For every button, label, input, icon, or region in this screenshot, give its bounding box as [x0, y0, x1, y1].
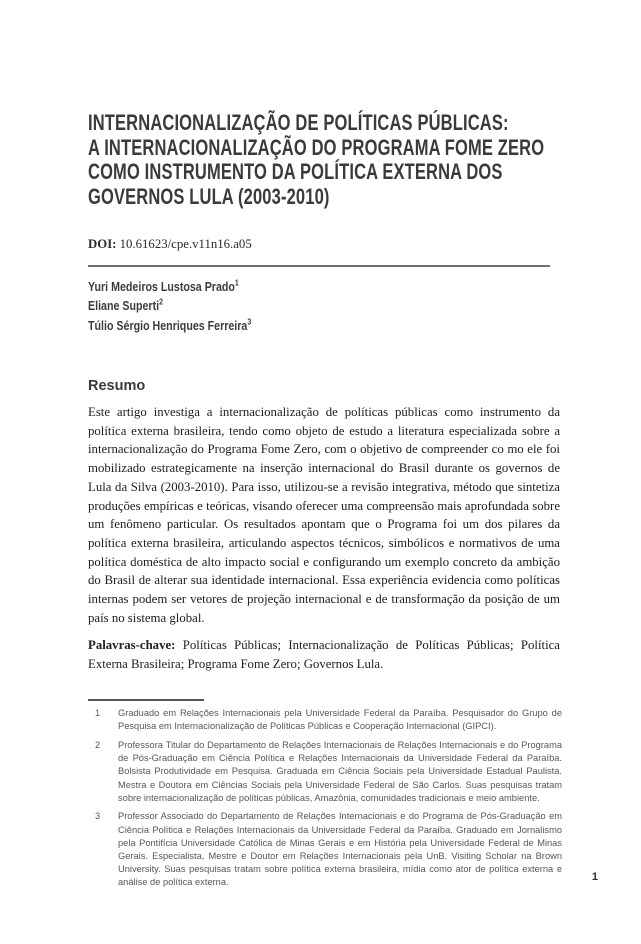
abstract-section — [88, 403, 560, 673]
author-footnote-marker: 3 — [247, 316, 252, 327]
footnote — [88, 707, 562, 733]
author-name: Túlio Sérgio Henriques Ferreira — [88, 317, 248, 333]
footnote — [88, 739, 562, 805]
footnote-marker: 1 — [95, 708, 101, 718]
article-title-line: INTERNACIONALIZAÇÃO DE POLÍTICAS PÚBLICAS: — [88, 110, 509, 135]
footnote-text: Graduado em Relações Internacionais pela Universidade Federal da Paraíba. Pesquisador do Grupo de Pesquisa em Internacionalização de Políticas Públicas e Cooperação Internacional (GIPCI). — [118, 708, 562, 732]
author — [88, 296, 251, 315]
divider-rule — [88, 265, 550, 267]
author — [88, 316, 251, 335]
abstract-heading: Resumo — [88, 378, 146, 394]
footnotes — [88, 707, 562, 895]
author-footnote-marker: 2 — [159, 296, 163, 307]
article-title — [88, 111, 578, 209]
keywords — [88, 636, 560, 673]
author-name: Yuri Medeiros Lustosa Prado — [88, 279, 235, 294]
keywords-list: Políticas Públicas; Internacionalização de Políticas Públicas; Política Externa Brasileira; Programa Fome Zero; Governos Lula. — [88, 637, 560, 671]
footnote — [88, 810, 562, 889]
authors-list — [88, 277, 287, 335]
keywords-label: Palavras-chave: — [88, 637, 176, 652]
article-title-line: GOVERNOS LULA (2003-2010) — [88, 183, 330, 209]
author — [88, 277, 251, 296]
footnote-marker: 3 — [95, 811, 101, 822]
footnote-divider — [88, 699, 204, 701]
doi-label: DOI: — [88, 237, 117, 251]
author-name: Eliane Superti — [88, 298, 160, 314]
abstract-text: Este artigo investiga a internacionalização de políticas públicas como instrumento da política externa brasileira, tendo como objeto de estudo a literatura especializada sobre a internacionalização do Programa Fome Zero, com o objetivo de compreender co mo ele foi mobilizado estrategicamente na inserção internacional do Brasil durante os governos de Lula da Silva (2003-2010). Para isso, utilizou-se a revisão integrativa, método que sintetiza produções empíricas e teóricas, visando oferecer uma compreensão mais aprofundada sobre um fenômeno particular. Os resultados apontam que o Programa foi um dos pilares da política externa brasileira, articulando aspectos técnicos, simbólicos e normativos de uma política doméstica de alto impacto social e configurando um exemplo concreto da ambição do Brasil de alterar sua identidade internacional. Essa experiência evidencia como políticas internas podem ser vetores de projeção internacional e de transformação da posição de um país no sistema global. — [88, 405, 560, 625]
doi — [88, 237, 252, 252]
article-title-line: A INTERNACIONALIZAÇÃO DO PROGRAMA FOME ZERO — [88, 134, 545, 160]
page-number: 1 — [591, 871, 598, 883]
footnote-text: Professora Titular do Departamento de Relações Internacionais de Relações Internacionais e do Programa de Pós-Graduação em Ciência Política e Relações Internacionais da Universidade Federal da Paraíba. Bolsista Produtividade em Pesquisa. Graduada em Ciência Sociais pela Universidade Estadual Paulista. Mestra e Doutora em Ciências Sociais pela Universidade Federal de São Carlos. Suas pesquisas tratam sobre internacionalização de políticas públicas, Amazônia, comunidades tradicionais e meio ambiente. — [118, 739, 562, 803]
footnote-text: Professor Associado do Departamento de Relações Internacionais e do Programa de Pós-Graduação em Ciência Política e Relações Internacionais da Universidade Federal da Paraíba. Graduado em Jornalismo pela Pontifícia Universidade Católica de Minas Gerais e em História pela Universidade Federal de Minas Gerais. Especialista, Mestre e Doutor em Relações Internacionais pela UnB. Visiting Scholar na Brown University. Suas pesquisas tratam sobre política externa brasileira, mídia como ator de política externa e análise de política externa. — [118, 811, 562, 888]
footnote-marker: 2 — [95, 739, 101, 750]
doi-value: 10.61623/cpe.v11n16.a05 — [119, 237, 252, 251]
author-footnote-marker: 1 — [234, 277, 239, 288]
article-title-line: COMO INSTRUMENTO DA POLÍTICA EXTERNA DOS — [88, 159, 503, 185]
